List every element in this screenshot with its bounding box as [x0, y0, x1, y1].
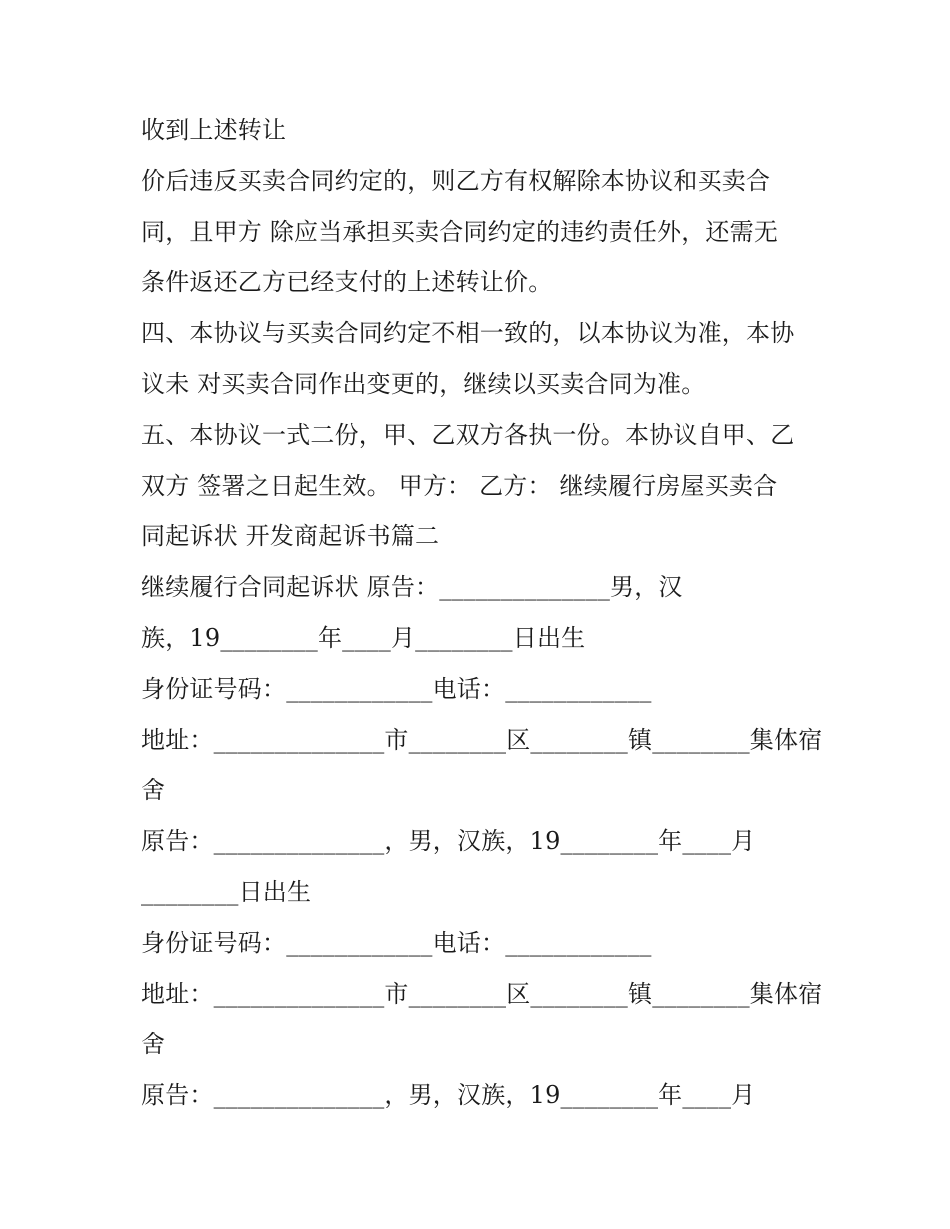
text-line-11: 族，19________年____月________日出生	[141, 623, 586, 652]
text-line-10: 继续履行合同起诉状 原告：______________男，汉	[141, 573, 683, 602]
text-line-19: 舍	[141, 1030, 166, 1059]
text-line-15: 原告：______________，男，汉族，19________年____月	[141, 827, 756, 856]
text-line-2: 价后违反买卖合同约定的，则乙方有权解除本协议和买卖合	[141, 166, 771, 195]
text-line-8: 双方 签署之日起生效。 甲方： 乙方： 继续履行房屋买卖合	[141, 471, 778, 500]
text-line-12: 身份证号码：____________电话：____________	[141, 674, 652, 703]
document-body	[141, 105, 831, 1121]
text-line-18: 地址：______________市________区________镇________集体宿	[141, 979, 823, 1008]
text-line-7: 五、本协议一式二份，甲、乙双方各执一份。本协议自甲、乙	[141, 420, 795, 449]
text-line-6: 议未 对买卖合同作出变更的，继续以买卖合同为准。	[141, 369, 706, 398]
text-line-9: 同起诉状 开发商起诉书篇二	[141, 522, 440, 551]
text-line-14: 舍	[141, 776, 166, 805]
text-line-13: 地址：______________市________区________镇________集体宿	[141, 725, 823, 754]
text-line-4: 条件返还乙方已经支付的上述转让价。	[141, 268, 553, 297]
text-line-17: 身份证号码：____________电话：____________	[141, 928, 652, 957]
text-line-20: 原告：______________，男，汉族，19________年____月	[141, 1081, 756, 1110]
text-line-16: ________日出生	[141, 877, 312, 906]
text-line-3: 同，且甲方 除应当承担买卖合同约定的违约责任外，还需无	[141, 217, 779, 246]
text-line-1: 收到上述转让	[141, 116, 287, 144]
text-line-5: 四、本协议与买卖合同约定不相一致的，以本协议为准，本协	[141, 319, 795, 348]
